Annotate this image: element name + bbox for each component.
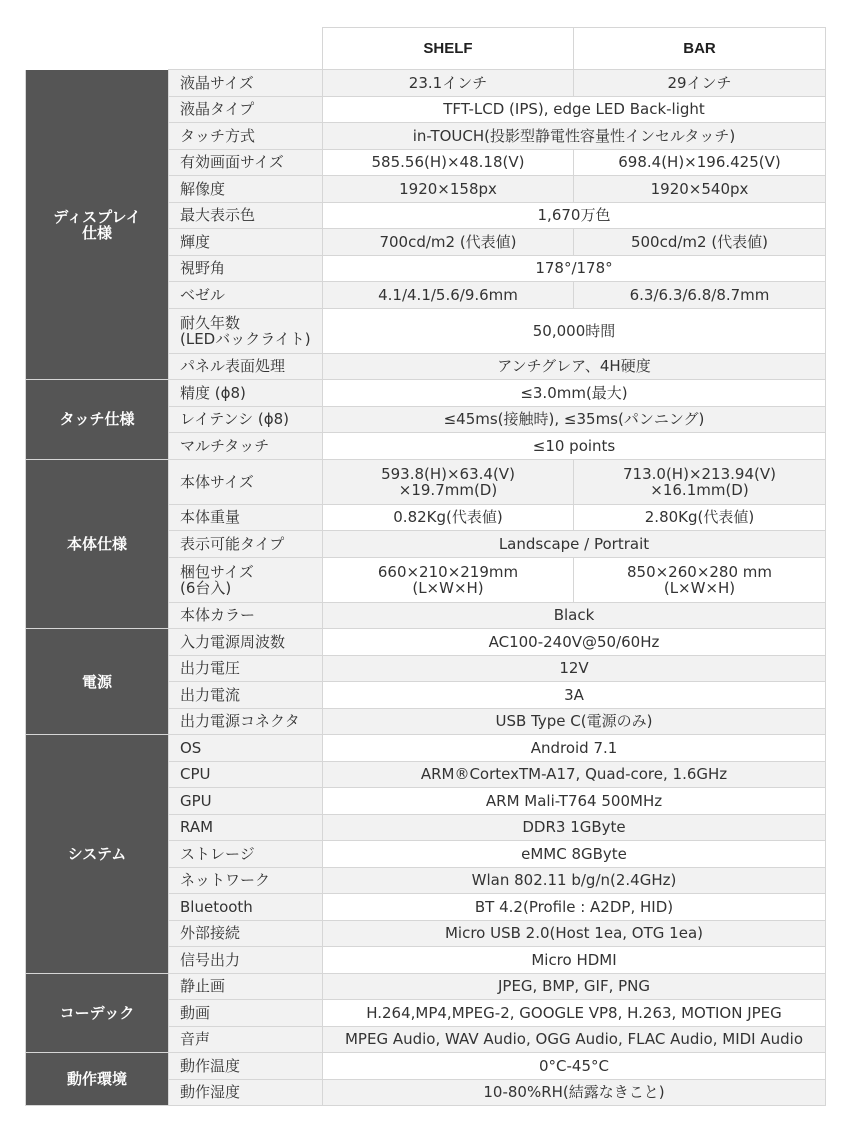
spec-label: 表示可能タイプ [169,531,323,558]
spec-value-shelf: 23.1インチ [323,70,574,97]
spec-label: 静止画 [169,973,323,1000]
section-category: システム [26,735,169,974]
spec-value-shared: 3A [323,682,826,709]
spec-label: 最大表示色 [169,202,323,229]
header-row [26,28,826,70]
spec-label: Bluetooth [169,894,323,921]
spec-row [26,973,826,1000]
spec-label: マルチタッチ [169,433,323,460]
spec-value-shared: TFT-LCD (IPS), edge LED Back-light [323,96,826,123]
spec-label: 梱包サイズ (6台入) [169,557,323,602]
spec-value-shared: 12V [323,655,826,682]
spec-value-bar: 6.3/6.3/6.8/8.7mm [574,282,826,309]
spec-label: 解像度 [169,176,323,203]
spec-label: ベゼル [169,282,323,309]
spec-row [26,70,826,97]
spec-value-shared: MPEG Audio, WAV Audio, OGG Audio, FLAC Audio, MIDI Audio [323,1026,826,1053]
spec-value-shared: JPEG, BMP, GIF, PNG [323,973,826,1000]
spec-value-shared: AC100-240V@50/60Hz [323,629,826,656]
spec-label: 視野角 [169,255,323,282]
spec-value-shared: ARM Mali-T764 500MHz [323,788,826,815]
spec-value-shared: Android 7.1 [323,735,826,762]
spec-value-bar: 2.80Kg(代表値) [574,504,826,531]
header-blank [26,28,323,70]
spec-label: 動画 [169,1000,323,1027]
spec-row [26,1053,826,1080]
spec-value-shared: Wlan 802.11 b/g/n(2.4GHz) [323,867,826,894]
spec-value-shelf: 660×210×219mm (L×W×H) [323,557,574,602]
spec-value-shared: USB Type C(電源のみ) [323,708,826,735]
spec-label: RAM [169,814,323,841]
spec-value-shelf: 1920×158px [323,176,574,203]
spec-label: 動作湿度 [169,1079,323,1106]
spec-value-shared: Micro HDMI [323,947,826,974]
spec-label: 液晶サイズ [169,70,323,97]
spec-value-shared: ≤45ms(接触時), ≤35ms(パンニング) [323,406,826,433]
spec-label: 本体サイズ [169,459,323,504]
spec-value-shared: H.264,MP4,MPEG-2, GOOGLE VP8, H.263, MOTION JPEG [323,1000,826,1027]
spec-label: 音声 [169,1026,323,1053]
spec-value-shared: 50,000時間 [323,308,826,353]
spec-row [26,459,826,504]
section-category: コーデック [26,973,169,1053]
spec-value-shared: BT 4.2(Profile : A2DP, HID) [323,894,826,921]
spec-label: 本体重量 [169,504,323,531]
section-category: ディスプレイ 仕様 [26,70,169,380]
spec-value-shared: ≤3.0mm(最大) [323,380,826,407]
section-category: 動作環境 [26,1053,169,1106]
spec-table [25,27,826,1106]
spec-value-shared: ≤10 points [323,433,826,460]
spec-row [26,735,826,762]
spec-label: 入力電源周波数 [169,629,323,656]
spec-label: 出力電源コネクタ [169,708,323,735]
spec-value-shared: Micro USB 2.0(Host 1ea, OTG 1ea) [323,920,826,947]
spec-label: パネル表面処理 [169,353,323,380]
spec-value-shared: eMMC 8GByte [323,841,826,868]
model-bar-header: BAR [574,28,826,70]
spec-value-bar: 850×260×280 mm (L×W×H) [574,557,826,602]
spec-value-shelf: 593.8(H)×63.4(V) ×19.7mm(D) [323,459,574,504]
spec-value-shared: 178°/178° [323,255,826,282]
spec-value-shared: Landscape / Portrait [323,531,826,558]
spec-label: 本体カラー [169,602,323,629]
spec-label: 有効画面サイズ [169,149,323,176]
spec-label: 動作温度 [169,1053,323,1080]
spec-label: 信号出力 [169,947,323,974]
spec-label: ストレージ [169,841,323,868]
spec-label: 出力電圧 [169,655,323,682]
spec-label: 輝度 [169,229,323,256]
section-category: タッチ仕様 [26,380,169,460]
model-shelf-header: SHELF [323,28,574,70]
spec-label: レイテンシ (ϕ8) [169,406,323,433]
spec-value-shared: アンチグレア、4H硬度 [323,353,826,380]
spec-label: OS [169,735,323,762]
spec-value-shelf: 0.82Kg(代表値) [323,504,574,531]
spec-label: タッチ方式 [169,123,323,150]
spec-label: ネットワーク [169,867,323,894]
spec-value-shared: in-TOUCH(投影型静電性容量性インセルタッチ) [323,123,826,150]
spec-value-bar: 29インチ [574,70,826,97]
spec-value-bar: 1920×540px [574,176,826,203]
spec-value-shelf: 700cd/m2 (代表値) [323,229,574,256]
section-category: 電源 [26,629,169,735]
spec-value-bar: 698.4(H)×196.425(V) [574,149,826,176]
spec-label: CPU [169,761,323,788]
spec-label: 液晶タイプ [169,96,323,123]
section-category: 本体仕様 [26,459,169,629]
spec-value-shelf: 4.1/4.1/5.6/9.6mm [323,282,574,309]
spec-value-shared: 1,670万色 [323,202,826,229]
spec-value-bar: 713.0(H)×213.94(V) ×16.1mm(D) [574,459,826,504]
spec-label: 耐久年数 (LEDバックライト) [169,308,323,353]
spec-value-shared: DDR3 1GByte [323,814,826,841]
spec-row [26,380,826,407]
spec-label: 精度 (ϕ8) [169,380,323,407]
spec-value-shared: 0°C-45°C [323,1053,826,1080]
spec-label: 出力電流 [169,682,323,709]
spec-label: 外部接続 [169,920,323,947]
spec-value-shared: 10-80%RH(結露なきこと) [323,1079,826,1106]
spec-row [26,629,826,656]
spec-value-bar: 500cd/m2 (代表値) [574,229,826,256]
spec-value-shared: Black [323,602,826,629]
spec-value-shared: ARM®CortexTM-A17, Quad-core, 1.6GHz [323,761,826,788]
spec-value-shelf: 585.56(H)×48.18(V) [323,149,574,176]
spec-label: GPU [169,788,323,815]
